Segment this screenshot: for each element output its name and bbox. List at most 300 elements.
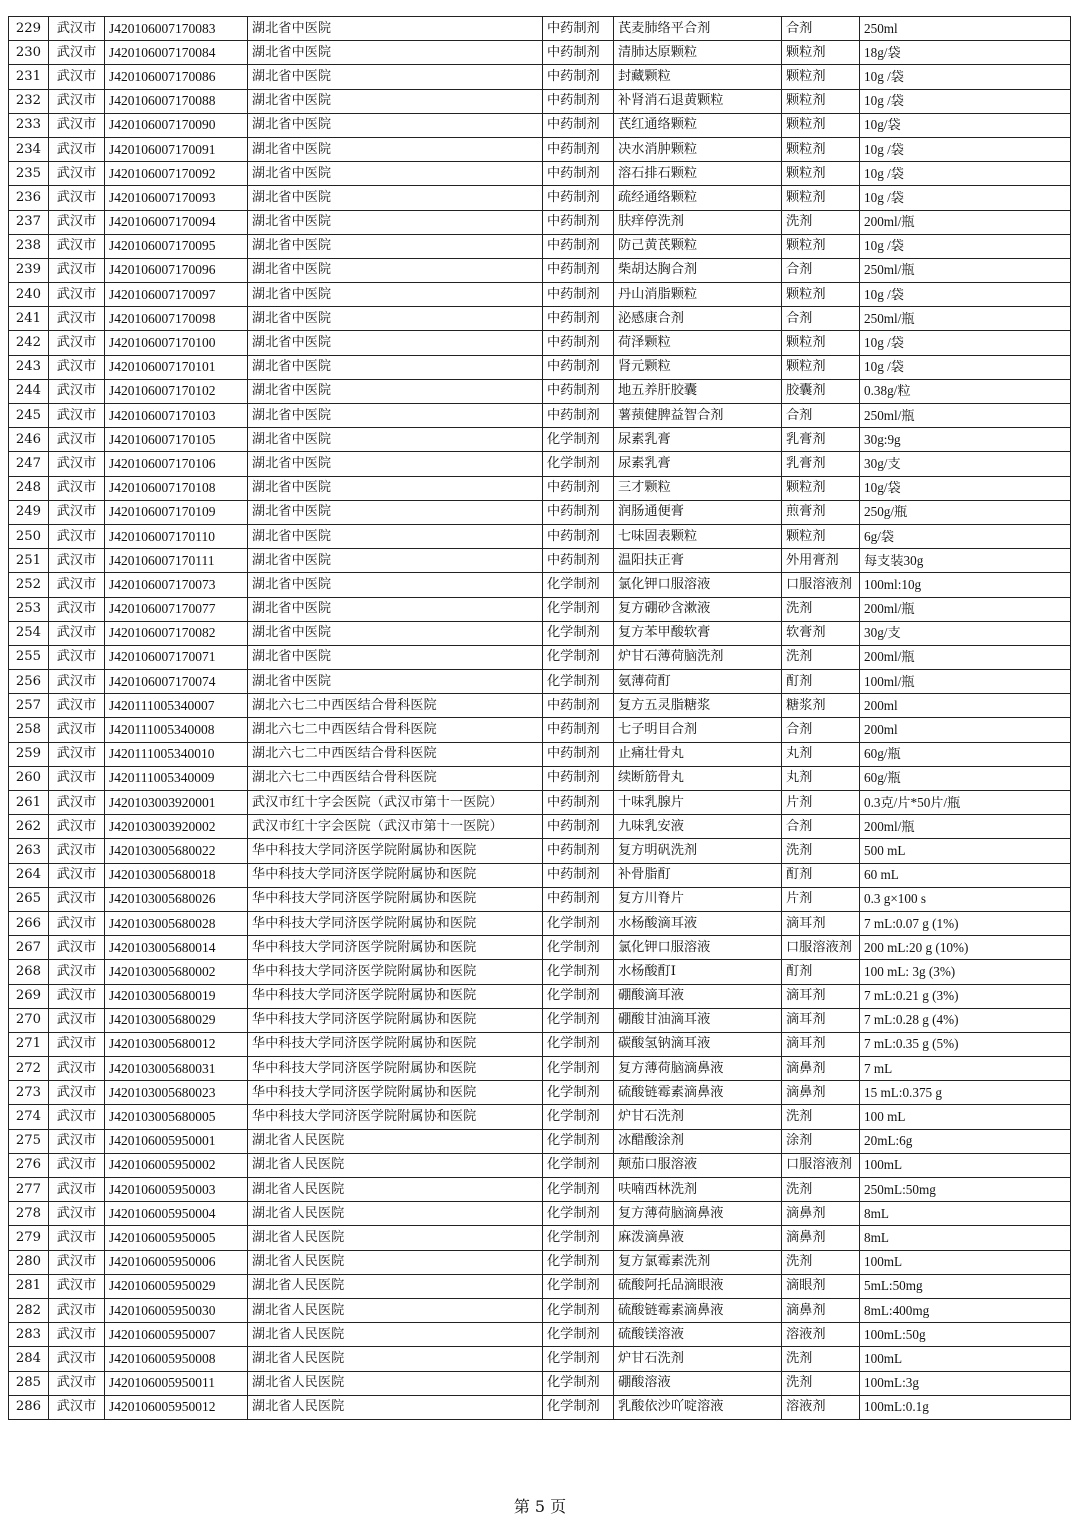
hospital-name-cell: 湖北省中医院 bbox=[248, 137, 543, 161]
category-cell: 中药制剂 bbox=[543, 379, 614, 403]
approval-code-cell: J420106007170106 bbox=[105, 452, 248, 476]
hospital-name-cell: 湖北省中医院 bbox=[248, 379, 543, 403]
category-cell: 化学制剂 bbox=[543, 645, 614, 669]
approval-code-cell: J420106005950002 bbox=[105, 1153, 248, 1177]
city-cell: 武汉市 bbox=[49, 1226, 105, 1250]
specification-cell: 200ml/瓶 bbox=[860, 815, 1071, 839]
row-number-cell: 245 bbox=[9, 404, 49, 428]
specification-cell: 7 mL bbox=[860, 1057, 1071, 1081]
product-name-cell: 炉甘石薄荷脑洗剂 bbox=[614, 645, 782, 669]
row-number-cell: 231 bbox=[9, 65, 49, 89]
approval-code-cell: J420106007170093 bbox=[105, 186, 248, 210]
category-cell: 中药制剂 bbox=[543, 500, 614, 524]
dosage-form-cell: 溶液剂 bbox=[782, 1395, 860, 1419]
category-cell: 化学制剂 bbox=[543, 597, 614, 621]
category-cell: 化学制剂 bbox=[543, 984, 614, 1008]
row-number-cell: 244 bbox=[9, 379, 49, 403]
specification-cell: 5mL:50mg bbox=[860, 1274, 1071, 1298]
specification-cell: 15 mL:0.375 g bbox=[860, 1081, 1071, 1105]
specification-cell: 100mL:0.1g bbox=[860, 1395, 1071, 1419]
approval-code-cell: J420106007170095 bbox=[105, 234, 248, 258]
product-name-cell: 复方薄荷脑滴鼻液 bbox=[614, 1057, 782, 1081]
hospital-name-cell: 湖北省人民医院 bbox=[248, 1395, 543, 1419]
approval-code-cell: J420106007170090 bbox=[105, 113, 248, 137]
product-name-cell: 复方明矾洗剂 bbox=[614, 839, 782, 863]
hospital-name-cell: 华中科技大学同济医学院附属协和医院 bbox=[248, 1032, 543, 1056]
city-cell: 武汉市 bbox=[49, 283, 105, 307]
dosage-form-cell: 片剂 bbox=[782, 887, 860, 911]
specification-cell: 7 mL:0.21 g (3%) bbox=[860, 984, 1071, 1008]
approval-code-cell: J420103005680005 bbox=[105, 1105, 248, 1129]
city-cell: 武汉市 bbox=[49, 1274, 105, 1298]
approval-code-cell: J420103005680029 bbox=[105, 1008, 248, 1032]
hospital-name-cell: 湖北省中医院 bbox=[248, 500, 543, 524]
dosage-form-cell: 乳膏剂 bbox=[782, 428, 860, 452]
product-name-cell: 溶石排石颗粒 bbox=[614, 162, 782, 186]
city-cell: 武汉市 bbox=[49, 742, 105, 766]
category-cell: 化学制剂 bbox=[543, 1008, 614, 1032]
specification-cell: 10g /袋 bbox=[860, 186, 1071, 210]
dosage-form-cell: 颗粒剂 bbox=[782, 524, 860, 548]
city-cell: 武汉市 bbox=[49, 524, 105, 548]
city-cell: 武汉市 bbox=[49, 670, 105, 694]
specification-cell: 8mL bbox=[860, 1226, 1071, 1250]
table-row bbox=[9, 234, 1071, 258]
hospital-name-cell: 湖北省中医院 bbox=[248, 428, 543, 452]
category-cell: 中药制剂 bbox=[543, 210, 614, 234]
specification-cell: 250g/瓶 bbox=[860, 500, 1071, 524]
category-cell: 中药制剂 bbox=[543, 258, 614, 282]
product-name-cell: 疏经通络颗粒 bbox=[614, 186, 782, 210]
product-name-cell: 复方硼砂含漱液 bbox=[614, 597, 782, 621]
city-cell: 武汉市 bbox=[49, 766, 105, 790]
approval-code-cell: J420106007170103 bbox=[105, 404, 248, 428]
dosage-form-cell: 颗粒剂 bbox=[782, 476, 860, 500]
dosage-form-cell: 口服溶液剂 bbox=[782, 573, 860, 597]
specification-cell: 60g/瓶 bbox=[860, 742, 1071, 766]
hospital-name-cell: 华中科技大学同济医学院附属协和医院 bbox=[248, 1057, 543, 1081]
approval-code-cell: J420103005680014 bbox=[105, 936, 248, 960]
approval-code-cell: J420106007170102 bbox=[105, 379, 248, 403]
table-row bbox=[9, 355, 1071, 379]
approval-code-cell: J420111005340009 bbox=[105, 766, 248, 790]
city-cell: 武汉市 bbox=[49, 863, 105, 887]
product-name-cell: 乳酸依沙吖啶溶液 bbox=[614, 1395, 782, 1419]
dosage-form-cell: 滴鼻剂 bbox=[782, 1298, 860, 1322]
table-row bbox=[9, 331, 1071, 355]
specification-cell: 0.3克/片*50片/瓶 bbox=[860, 791, 1071, 815]
product-name-cell: 麻泼滴鼻液 bbox=[614, 1226, 782, 1250]
hospital-name-cell: 湖北省中医院 bbox=[248, 283, 543, 307]
product-name-cell: 氯化钾口服溶液 bbox=[614, 936, 782, 960]
product-name-cell: 氯化钾口服溶液 bbox=[614, 573, 782, 597]
product-name-cell: 复方薄荷脑滴鼻液 bbox=[614, 1202, 782, 1226]
hospital-name-cell: 湖北省人民医院 bbox=[248, 1153, 543, 1177]
table-row bbox=[9, 1347, 1071, 1371]
table-row bbox=[9, 452, 1071, 476]
city-cell: 武汉市 bbox=[49, 476, 105, 500]
row-number-cell: 233 bbox=[9, 113, 49, 137]
hospital-name-cell: 湖北省人民医院 bbox=[248, 1178, 543, 1202]
specification-cell: 10g /袋 bbox=[860, 162, 1071, 186]
category-cell: 化学制剂 bbox=[543, 1274, 614, 1298]
document-page bbox=[8, 16, 1070, 1420]
category-cell: 化学制剂 bbox=[543, 452, 614, 476]
table-row bbox=[9, 1298, 1071, 1322]
city-cell: 武汉市 bbox=[49, 41, 105, 65]
table-row bbox=[9, 89, 1071, 113]
category-cell: 化学制剂 bbox=[543, 1032, 614, 1056]
specification-cell: 200ml bbox=[860, 694, 1071, 718]
row-number-cell: 273 bbox=[9, 1081, 49, 1105]
row-number-cell: 246 bbox=[9, 428, 49, 452]
hospital-name-cell: 湖北省中医院 bbox=[248, 89, 543, 113]
specification-cell: 0.38g/粒 bbox=[860, 379, 1071, 403]
table-row bbox=[9, 1032, 1071, 1056]
city-cell: 武汉市 bbox=[49, 1032, 105, 1056]
specification-cell: 10g /袋 bbox=[860, 65, 1071, 89]
dosage-form-cell: 滴耳剂 bbox=[782, 1032, 860, 1056]
row-number-cell: 234 bbox=[9, 137, 49, 161]
hospital-name-cell: 华中科技大学同济医学院附属协和医院 bbox=[248, 1081, 543, 1105]
hospital-name-cell: 湖北省中医院 bbox=[248, 17, 543, 41]
row-number-cell: 253 bbox=[9, 597, 49, 621]
specification-cell: 6g/袋 bbox=[860, 524, 1071, 548]
row-number-cell: 235 bbox=[9, 162, 49, 186]
hospital-name-cell: 湖北省中医院 bbox=[248, 452, 543, 476]
hospital-name-cell: 湖北省人民医院 bbox=[248, 1202, 543, 1226]
product-name-cell: 硫酸链霉素滴鼻液 bbox=[614, 1298, 782, 1322]
dosage-form-cell: 颗粒剂 bbox=[782, 89, 860, 113]
dosage-form-cell: 酊剂 bbox=[782, 863, 860, 887]
approval-code-cell: J420103005680022 bbox=[105, 839, 248, 863]
table-row bbox=[9, 984, 1071, 1008]
hospital-name-cell: 湖北省人民医院 bbox=[248, 1250, 543, 1274]
row-number-cell: 256 bbox=[9, 670, 49, 694]
dosage-form-cell: 颗粒剂 bbox=[782, 65, 860, 89]
table-row bbox=[9, 670, 1071, 694]
city-cell: 武汉市 bbox=[49, 1057, 105, 1081]
dosage-form-cell: 合剂 bbox=[782, 718, 860, 742]
hospital-name-cell: 湖北省人民医院 bbox=[248, 1129, 543, 1153]
hospital-name-cell: 湖北省人民医院 bbox=[248, 1371, 543, 1395]
dosage-form-cell: 颗粒剂 bbox=[782, 41, 860, 65]
category-cell: 化学制剂 bbox=[543, 1057, 614, 1081]
specification-cell: 每支装30g bbox=[860, 549, 1071, 573]
city-cell: 武汉市 bbox=[49, 428, 105, 452]
specification-cell: 100mL bbox=[860, 1347, 1071, 1371]
approval-code-cell: J420106005950004 bbox=[105, 1202, 248, 1226]
row-number-cell: 254 bbox=[9, 621, 49, 645]
table-row bbox=[9, 887, 1071, 911]
category-cell: 中药制剂 bbox=[543, 524, 614, 548]
hospital-name-cell: 湖北省中医院 bbox=[248, 331, 543, 355]
city-cell: 武汉市 bbox=[49, 718, 105, 742]
dosage-form-cell: 滴耳剂 bbox=[782, 1008, 860, 1032]
dosage-form-cell: 洗剂 bbox=[782, 597, 860, 621]
hospital-name-cell: 湖北省中医院 bbox=[248, 234, 543, 258]
approval-code-cell: J420106007170101 bbox=[105, 355, 248, 379]
hospital-name-cell: 华中科技大学同济医学院附属协和医院 bbox=[248, 960, 543, 984]
product-name-cell: 硫酸链霉素滴鼻液 bbox=[614, 1081, 782, 1105]
city-cell: 武汉市 bbox=[49, 597, 105, 621]
city-cell: 武汉市 bbox=[49, 17, 105, 41]
approval-code-cell: J420103003920001 bbox=[105, 791, 248, 815]
approval-code-cell: J420103005680031 bbox=[105, 1057, 248, 1081]
dosage-form-cell: 洗剂 bbox=[782, 839, 860, 863]
dosage-form-cell: 颗粒剂 bbox=[782, 331, 860, 355]
category-cell: 中药制剂 bbox=[543, 742, 614, 766]
product-name-cell: 硼酸甘油滴耳液 bbox=[614, 1008, 782, 1032]
product-name-cell: 复方川脊片 bbox=[614, 887, 782, 911]
specification-cell: 250ml/瓶 bbox=[860, 258, 1071, 282]
table-row bbox=[9, 645, 1071, 669]
category-cell: 化学制剂 bbox=[543, 1153, 614, 1177]
specification-cell: 250mL:50mg bbox=[860, 1178, 1071, 1202]
category-cell: 化学制剂 bbox=[543, 1395, 614, 1419]
table-row bbox=[9, 186, 1071, 210]
dosage-form-cell: 乳膏剂 bbox=[782, 452, 860, 476]
specification-cell: 10g/袋 bbox=[860, 113, 1071, 137]
category-cell: 化学制剂 bbox=[543, 1105, 614, 1129]
row-number-cell: 229 bbox=[9, 17, 49, 41]
row-number-cell: 255 bbox=[9, 645, 49, 669]
dosage-form-cell: 丸剂 bbox=[782, 742, 860, 766]
category-cell: 中药制剂 bbox=[543, 113, 614, 137]
category-cell: 化学制剂 bbox=[543, 1250, 614, 1274]
dosage-form-cell: 酊剂 bbox=[782, 960, 860, 984]
category-cell: 中药制剂 bbox=[543, 283, 614, 307]
table-row bbox=[9, 694, 1071, 718]
product-name-cell: 补肾消石退黄颗粒 bbox=[614, 89, 782, 113]
city-cell: 武汉市 bbox=[49, 621, 105, 645]
hospital-name-cell: 湖北省中医院 bbox=[248, 162, 543, 186]
category-cell: 中药制剂 bbox=[543, 815, 614, 839]
row-number-cell: 267 bbox=[9, 936, 49, 960]
approval-code-cell: J420106007170077 bbox=[105, 597, 248, 621]
category-cell: 中药制剂 bbox=[543, 355, 614, 379]
dosage-form-cell: 滴耳剂 bbox=[782, 911, 860, 935]
city-cell: 武汉市 bbox=[49, 1129, 105, 1153]
table-row bbox=[9, 1250, 1071, 1274]
category-cell: 中药制剂 bbox=[543, 791, 614, 815]
city-cell: 武汉市 bbox=[49, 89, 105, 113]
row-number-cell: 230 bbox=[9, 41, 49, 65]
row-number-cell: 250 bbox=[9, 524, 49, 548]
table-row bbox=[9, 283, 1071, 307]
hospital-name-cell: 华中科技大学同济医学院附属协和医院 bbox=[248, 1008, 543, 1032]
table-row bbox=[9, 500, 1071, 524]
specification-cell: 100ml:10g bbox=[860, 573, 1071, 597]
product-name-cell: 补骨脂酊 bbox=[614, 863, 782, 887]
dosage-form-cell: 合剂 bbox=[782, 17, 860, 41]
dosage-form-cell: 洗剂 bbox=[782, 1347, 860, 1371]
category-cell: 化学制剂 bbox=[543, 911, 614, 935]
hospital-name-cell: 武汉市红十字会医院（武汉市第十一医院） bbox=[248, 815, 543, 839]
approval-code-cell: J420111005340007 bbox=[105, 694, 248, 718]
category-cell: 中药制剂 bbox=[543, 137, 614, 161]
product-name-cell: 复方苯甲酸软膏 bbox=[614, 621, 782, 645]
row-number-cell: 259 bbox=[9, 742, 49, 766]
hospital-name-cell: 华中科技大学同济医学院附属协和医院 bbox=[248, 887, 543, 911]
row-number-cell: 258 bbox=[9, 718, 49, 742]
table-row bbox=[9, 1178, 1071, 1202]
specification-cell: 60g/瓶 bbox=[860, 766, 1071, 790]
hospital-name-cell: 湖北省中医院 bbox=[248, 573, 543, 597]
approval-code-cell: J420106005950006 bbox=[105, 1250, 248, 1274]
approval-code-cell: J420106005950011 bbox=[105, 1371, 248, 1395]
specification-cell: 10g /袋 bbox=[860, 234, 1071, 258]
dosage-form-cell: 洗剂 bbox=[782, 1178, 860, 1202]
specification-cell: 100 mL: 3g (3%) bbox=[860, 960, 1071, 984]
dosage-form-cell: 洗剂 bbox=[782, 1371, 860, 1395]
approval-code-cell: J420106005950001 bbox=[105, 1129, 248, 1153]
product-name-cell: 地五养肝胶囊 bbox=[614, 379, 782, 403]
specification-cell: 100ml/瓶 bbox=[860, 670, 1071, 694]
specification-cell: 18g/袋 bbox=[860, 41, 1071, 65]
table-row bbox=[9, 911, 1071, 935]
category-cell: 化学制剂 bbox=[543, 1323, 614, 1347]
product-name-cell: 丹山消脂颗粒 bbox=[614, 283, 782, 307]
row-number-cell: 264 bbox=[9, 863, 49, 887]
row-number-cell: 277 bbox=[9, 1178, 49, 1202]
dosage-form-cell: 颗粒剂 bbox=[782, 355, 860, 379]
category-cell: 中药制剂 bbox=[543, 331, 614, 355]
row-number-cell: 265 bbox=[9, 887, 49, 911]
product-name-cell: 决水消肿颗粒 bbox=[614, 137, 782, 161]
product-name-cell: 润肠通便膏 bbox=[614, 500, 782, 524]
product-name-cell: 十味乳腺片 bbox=[614, 791, 782, 815]
table-row bbox=[9, 307, 1071, 331]
table-row bbox=[9, 936, 1071, 960]
city-cell: 武汉市 bbox=[49, 210, 105, 234]
approval-code-cell: J420106005950005 bbox=[105, 1226, 248, 1250]
row-number-cell: 286 bbox=[9, 1395, 49, 1419]
hospital-name-cell: 湖北省中医院 bbox=[248, 597, 543, 621]
dosage-form-cell: 颗粒剂 bbox=[782, 113, 860, 137]
specification-cell: 10g/袋 bbox=[860, 476, 1071, 500]
hospital-name-cell: 湖北省中医院 bbox=[248, 258, 543, 282]
product-name-cell: 芪红通络颗粒 bbox=[614, 113, 782, 137]
hospital-name-cell: 湖北省中医院 bbox=[248, 355, 543, 379]
specification-cell: 8mL:400mg bbox=[860, 1298, 1071, 1322]
specification-cell: 100 mL bbox=[860, 1105, 1071, 1129]
category-cell: 化学制剂 bbox=[543, 1298, 614, 1322]
category-cell: 中药制剂 bbox=[543, 718, 614, 742]
row-number-cell: 257 bbox=[9, 694, 49, 718]
row-number-cell: 247 bbox=[9, 452, 49, 476]
row-number-cell: 262 bbox=[9, 815, 49, 839]
city-cell: 武汉市 bbox=[49, 452, 105, 476]
preparation-table bbox=[8, 16, 1071, 1420]
approval-code-cell: J420103005680018 bbox=[105, 863, 248, 887]
table-row bbox=[9, 1105, 1071, 1129]
row-number-cell: 249 bbox=[9, 500, 49, 524]
specification-cell: 200ml/瓶 bbox=[860, 210, 1071, 234]
row-number-cell: 240 bbox=[9, 283, 49, 307]
hospital-name-cell: 华中科技大学同济医学院附属协和医院 bbox=[248, 984, 543, 1008]
row-number-cell: 275 bbox=[9, 1129, 49, 1153]
approval-code-cell: J420106007170074 bbox=[105, 670, 248, 694]
dosage-form-cell: 口服溶液剂 bbox=[782, 1153, 860, 1177]
table-row bbox=[9, 573, 1071, 597]
category-cell: 中药制剂 bbox=[543, 694, 614, 718]
hospital-name-cell: 湖北省中医院 bbox=[248, 65, 543, 89]
specification-cell: 8mL bbox=[860, 1202, 1071, 1226]
city-cell: 武汉市 bbox=[49, 379, 105, 403]
hospital-name-cell: 湖北省中医院 bbox=[248, 621, 543, 645]
row-number-cell: 274 bbox=[9, 1105, 49, 1129]
city-cell: 武汉市 bbox=[49, 1008, 105, 1032]
row-number-cell: 239 bbox=[9, 258, 49, 282]
product-name-cell: 柴胡达胸合剂 bbox=[614, 258, 782, 282]
table-row bbox=[9, 597, 1071, 621]
specification-cell: 200 mL:20 g (10%) bbox=[860, 936, 1071, 960]
category-cell: 化学制剂 bbox=[543, 621, 614, 645]
category-cell: 化学制剂 bbox=[543, 1226, 614, 1250]
hospital-name-cell: 华中科技大学同济医学院附属协和医院 bbox=[248, 1105, 543, 1129]
hospital-name-cell: 华中科技大学同济医学院附属协和医院 bbox=[248, 839, 543, 863]
specification-cell: 250ml/瓶 bbox=[860, 404, 1071, 428]
category-cell: 中药制剂 bbox=[543, 476, 614, 500]
row-number-cell: 243 bbox=[9, 355, 49, 379]
table-row bbox=[9, 621, 1071, 645]
hospital-name-cell: 湖北省人民医院 bbox=[248, 1226, 543, 1250]
category-cell: 中药制剂 bbox=[543, 404, 614, 428]
row-number-cell: 232 bbox=[9, 89, 49, 113]
dosage-form-cell: 涂剂 bbox=[782, 1129, 860, 1153]
table-row bbox=[9, 1081, 1071, 1105]
table-row bbox=[9, 839, 1071, 863]
dosage-form-cell: 洗剂 bbox=[782, 1105, 860, 1129]
table-row bbox=[9, 404, 1071, 428]
hospital-name-cell: 湖北省中医院 bbox=[248, 210, 543, 234]
row-number-cell: 268 bbox=[9, 960, 49, 984]
approval-code-cell: J420106007170097 bbox=[105, 283, 248, 307]
dosage-form-cell: 颗粒剂 bbox=[782, 137, 860, 161]
city-cell: 武汉市 bbox=[49, 1081, 105, 1105]
row-number-cell: 252 bbox=[9, 573, 49, 597]
product-name-cell: 封藏颗粒 bbox=[614, 65, 782, 89]
approval-code-cell: J420106007170086 bbox=[105, 65, 248, 89]
specification-cell: 7 mL:0.35 g (5%) bbox=[860, 1032, 1071, 1056]
category-cell: 化学制剂 bbox=[543, 1178, 614, 1202]
table-row bbox=[9, 766, 1071, 790]
row-number-cell: 279 bbox=[9, 1226, 49, 1250]
hospital-name-cell: 湖北省中医院 bbox=[248, 476, 543, 500]
city-cell: 武汉市 bbox=[49, 1395, 105, 1419]
approval-code-cell: J420106007170111 bbox=[105, 549, 248, 573]
hospital-name-cell: 湖北省中医院 bbox=[248, 41, 543, 65]
table-row bbox=[9, 1226, 1071, 1250]
dosage-form-cell: 洗剂 bbox=[782, 210, 860, 234]
table-row bbox=[9, 1323, 1071, 1347]
specification-cell: 10g /袋 bbox=[860, 89, 1071, 113]
row-number-cell: 276 bbox=[9, 1153, 49, 1177]
row-number-cell: 266 bbox=[9, 911, 49, 935]
approval-code-cell: J420106007170071 bbox=[105, 645, 248, 669]
row-number-cell: 260 bbox=[9, 766, 49, 790]
approval-code-cell: J420106007170096 bbox=[105, 258, 248, 282]
specification-cell: 100mL:3g bbox=[860, 1371, 1071, 1395]
category-cell: 化学制剂 bbox=[543, 936, 614, 960]
table-row bbox=[9, 137, 1071, 161]
product-name-cell: 呋喃西林洗剂 bbox=[614, 1178, 782, 1202]
dosage-form-cell: 洗剂 bbox=[782, 645, 860, 669]
approval-code-cell: J420106007170091 bbox=[105, 137, 248, 161]
approval-code-cell: J420103005680026 bbox=[105, 887, 248, 911]
product-name-cell: 碳酸氢钠滴耳液 bbox=[614, 1032, 782, 1056]
